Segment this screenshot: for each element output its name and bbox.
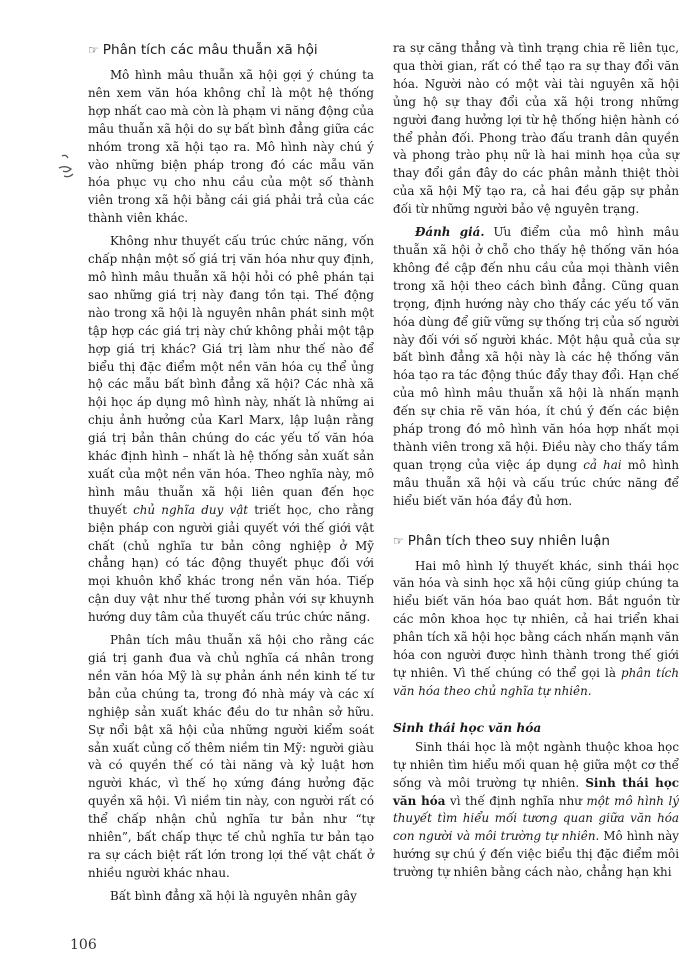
paragraph: Bất bình đẳng xã hội là nguyên nhân gây	[110, 888, 357, 903]
page-number: 106	[70, 937, 97, 953]
paragraph-evaluation: Đánh giá. Ưu điểm của mô hình mâu thuẫn xã hội ở chỗ cho thấy hệ thống văn hóa không đề cập đến nhu cầu của mọi thành viên trong xã hội theo cách bình đẳng. Cũng quan trọng, định hướng này cho thấy các yếu tố văn hóa dùng để giữ vững sự thống trị của số người này đối với số người khác. Một hậu quả của sự bất bình đẳng xã hội này là các hệ thống văn hóa tạo ra tác động thúc đẩy thay đổi. Hạn chế của mô hình mâu thuẫn xã hội là nhấn mạnh đến sự chia rẽ văn hóa, ít chú ý đến các biện pháp trong đó mô hình văn hóa hợp nhất mọi thành viên trong xã hội. Điều này cho thấy tầm quan trọng của việc áp dụng cả hai mô hình mâu thuẫn xã hội và cấu trúc chức năng để hiểu biết văn hóa đầy đủ hơn.	[393, 225, 679, 508]
book-page	[88, 40, 682, 940]
key-term: Sinh thái học văn hóa	[393, 775, 679, 808]
emphasis: phân tích văn hóa theo chủ nghĩa tự nhiên.	[393, 666, 679, 698]
margin-scribble-icon	[54, 150, 84, 190]
left-column	[88, 40, 374, 911]
paragraph: Không như thuyết cấu trúc chức năng, vốn chấp nhận một số giá trị văn hóa như quy định, mô hình mâu thuẫn xã hội hỏi có phê phán tại sao những giá trị này đang tồn tại. Thế động nào trong xã hội là nguyên nhân phát sinh một tập hợp các giá trị này chứ không phải một tập hợp giá trị khác? Giá trị làm như thế nào để biểu thị đặc điểm một nền văn hóa cụ thể ủng hộ các mẫu bất bình đẳng xã hội? Các nhà xã hội học áp dụng mô hình này, nhất là những ai chịu ảnh hưởng của Karl Marx, lập luận rằng giá trị bản thân chúng do các yếu tố văn hóa khác định hình – nhất là hệ thống sản xuất sản xuất của một nền văn hóa. Theo nghĩa này, mô hình mâu thuẫn xã hội liên quan đến học thuyết chủ nghĩa duy vật triết học, cho rằng biện pháp con người giải quyết với thế giới vật chất (chủ nghĩa tư bản công nghiệp ở Mỹ chẳng hạn) có tác động thuyết phục đối với mọi khuôn khổ khác trong nền văn hóa. Tiếp cận duy vật như thế tương phản với sự khuynh hướng duy tâm của thuyết cấu trúc chức năng.	[88, 234, 374, 625]
paragraph: Mô hình mâu thuẫn xã hội gợi ý chúng ta nên xem văn hóa không chỉ là một hệ thống hợp nhất cao mà còn là phạm vi năng động của mâu thuẫn xã hội do sự bất bình đẳng giữa các nhóm trong xã hội tạo ra. Mô hình này chú ý vào những biện pháp trong đó các mẫu văn hóa phục vụ cho nhu cầu của một số thành viên trong xã hội bằng cái giá phải trả của các thành viên khác.	[88, 68, 374, 226]
section-heading-social-conflict: ☞ Phân tích các mâu thuẫn xã hội	[88, 42, 318, 58]
subheading-cultural-ecology: Sinh thái học văn hóa	[393, 720, 542, 735]
definition: một mô hình lý thuyết tìm hiểu mối tương quan giữa văn hóa con người và môi trường tự nhiên.	[393, 793, 679, 844]
evaluation-label: Đánh giá.	[415, 225, 485, 240]
section-heading-naturalism: ☞ Phân tích theo suy nhiên luận	[393, 532, 611, 549]
paragraph: Sinh thái học là một ngành thuộc khoa học tự nhiên tìm hiểu mối quan hệ giữa một cơ thể sống và môi trường tự nhiên. Sinh thái học văn hóa vì thế định nghĩa như một mô hình lý thuyết tìm hiểu mối tương quan giữa văn hóa con người và môi trường tự nhiên. Mô hình này hướng sự chú ý đến việc biểu thị đặc điểm môi trường tự nhiên bằng cách nào, chẳng hạn khi	[393, 739, 679, 880]
emphasis: chủ nghĩa duy vật	[133, 502, 249, 517]
hand-pointer-icon: ☞	[88, 43, 99, 57]
hand-pointer-icon: ☞	[393, 533, 404, 548]
right-column	[393, 40, 679, 887]
paragraph-continued: ra sự căng thẳng và tình trạng chia rẽ liên tục, qua thời gian, rất có thể tạo ra sự thay đổi văn hóa. Người nào có một vài tài nguyên xã hội ủng hộ sự thay đổi của xã hội trong những người đang hưởng lợi từ hệ thống hiện hành có thể phản đối. Phong trào đấu tranh dân quyền và phong trào phụ nữ là hai minh họa của sự thay đổi gần đây do các phân mảnh thiệt thòi của xã hội Mỹ tạo ra, cả hai đều gặp sự phản đối từ những người bảo vệ nguyên trạng.	[393, 41, 679, 217]
emphasis: cả hai	[583, 457, 622, 472]
paragraph: Hai mô hình lý thuyết khác, sinh thái học văn hóa và sinh học xã hội cũng giúp chúng ta hiểu biết văn hóa bao quát hơn. Bắt nguồn từ các môn khoa học tự nhiên, cả hai triển khai phân tích xã hội học bằng cách nhấn mạnh văn hóa con người được hình thành trong thế giới tự nhiên. Vì thế chúng có thể gọi là phân tích văn hóa theo chủ nghĩa tự nhiên.	[393, 558, 679, 698]
paragraph: Phân tích mâu thuẫn xã hội cho rằng các giá trị ganh đua và chủ nghĩa cá nhân trong nền văn hóa Mỹ là sự phản ánh nền kinh tế tư bản của chúng ta, trong đó nhà máy và các xí nghiệp sản xuất khác đều do tư nhân sở hữu. Sự nổi bật xã hội của những người kiểm soát sản xuất củng cố thêm niềm tin Mỹ: người giàu và có quyền thế có tài năng và kỷ luật hơn người khác, vì thế họ xứng đáng hưởng đặc quyền xã hội. Vì niềm tin này, con người rất có thể chấp nhận chủ nghĩa tư bản như “tự nhiên”, bất chấp thực tế chủ nghĩa tư bản tạo ra sự cách biệt rất lớn trong lợi thế vật chất ở nhiều người khác nhau.	[88, 633, 374, 880]
